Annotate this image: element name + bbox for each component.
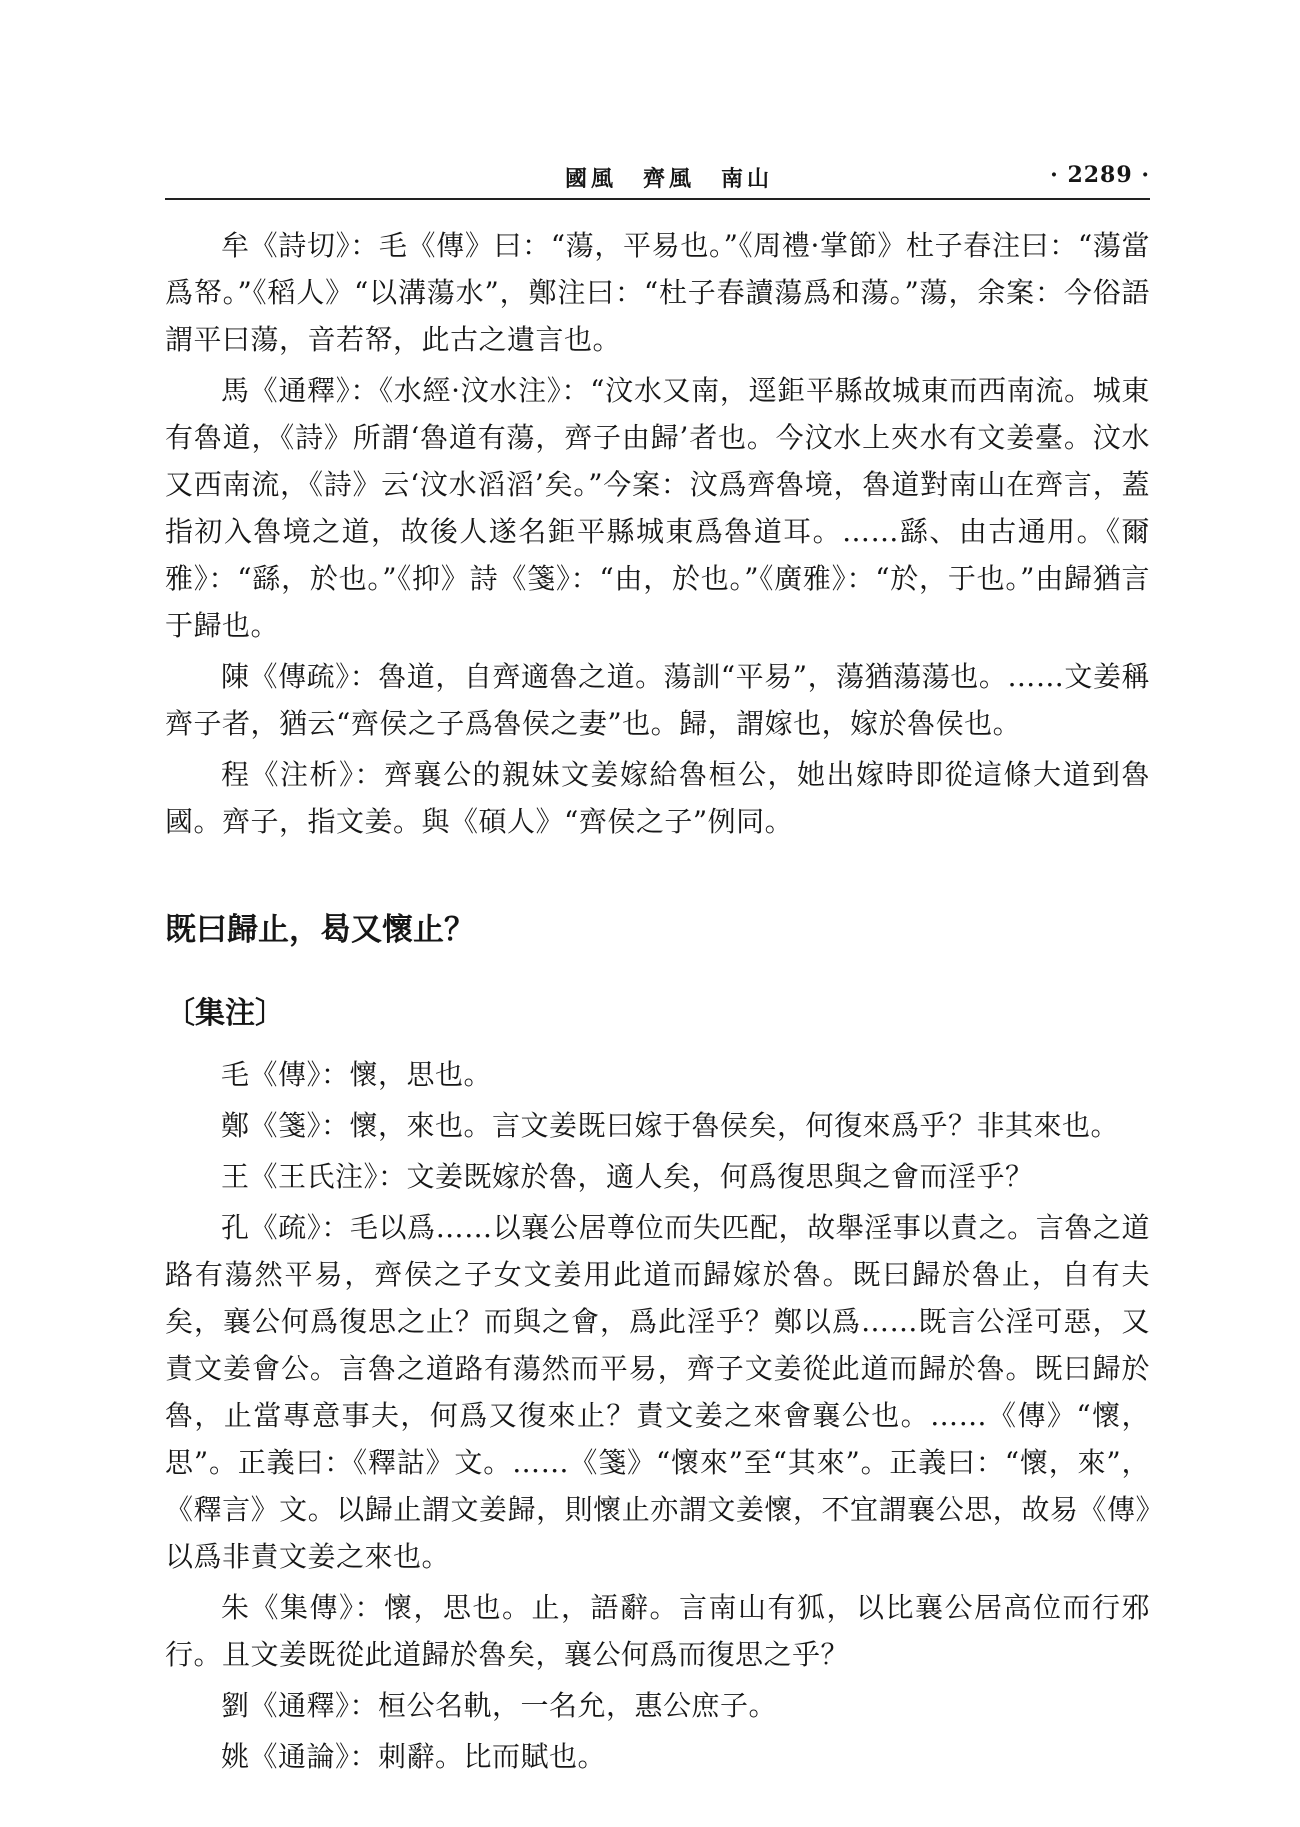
commentary-ma: 馬《通釋》：《水經·汶水注》：“汶水又南，逕鉅平縣故城東而西南流。城東有魯道，《詩》所謂‘魯道有蕩，齊子由歸’者也。今汶水上夾水有文姜臺。汶水又西南流，《詩》云‘汶水滔滔’矣。”今案：汶爲齊魯境，魯道對南山在齊言，蓋指初入魯境之道，故後人遂名鉅平縣城東爲魯道耳。……繇、由古通用。《爾雅》：“繇，於也。”《抑》詩《箋》：“由，於也。”《廣雅》：“於，于也。”由歸猶言于歸也。 [165,374,1150,642]
note-zhu: 朱《集傳》：懷，思也。止，語辭。言南山有狐，以比襄公居高位而行邪行。且文姜既從此道歸於魯矣，襄公何爲而復思之乎？ [165,1591,1150,1671]
note-yao: 姚《通論》：刺辭。比而賦也。 [221,1740,607,1773]
note-mao: 毛《傳》：懷，思也。 [221,1058,493,1091]
section-heading-jizhu: 〔集注〕 [165,996,285,1031]
page-header [165,156,1150,196]
page-body [165,222,1150,1780]
note-kong: 孔《疏》：毛以爲……以襄公居尊位而失匹配，故舉淫事以責之。言魯之道路有蕩然平易，齊侯之子女文姜用此道而歸嫁於魯。既曰歸於魯止，自有夫矣，襄公何爲復思之止？而與之會，爲此淫乎？鄭以爲……既言公淫可惡，又責文姜會公。言魯之道路有蕩然而平易，齊子文姜從此道而歸於魯。既曰歸於魯，止當專意事夫，何爲又復來止？責文姜之來會襄公也。……《傳》“懷，思”。正義曰：《釋詁》文。……《箋》“懷來”至“其來”。正義曰：“懷，來”，《釋言》文。以歸止謂文姜歸，則懷止亦謂文姜懷，不宜謂襄公思，故易《傳》以爲非責文姜之來也。 [165,1211,1150,1573]
commentary-chen: 陳《傳疏》：魯道，自齊適魯之道。蕩訓“平易”，蕩猶蕩蕩也。……文姜稱齊子者，猶云“齊侯之子爲魯侯之妻”也。歸，謂嫁也，嫁於魯侯也。 [165,660,1150,740]
commentary-mou: 牟《詩切》：毛《傳》曰：“蕩，平易也。”《周禮·掌節》杜子春注曰：“蕩當爲帑。”《稻人》“以溝蕩水”，鄭注曰：“杜子春讀蕩爲和蕩。”蕩，余案：今俗語謂平曰蕩，音若帑，此古之遺言也。 [165,229,1150,356]
commentary-cheng: 程《注析》：齊襄公的親妹文姜嫁給魯桓公，她出嫁時即從這條大道到魯國。齊子，指文姜。與《碩人》“齊侯之子”例同。 [165,758,1150,838]
note-wang: 王《王氏注》：文姜既嫁於魯，適人矣，何爲復思與之會而淫乎？ [221,1160,1034,1193]
header-rule [165,198,1150,200]
running-title: 國風 齊風 南山 [565,166,774,192]
page-number: · 2289 · [1050,162,1150,188]
verse-line: 既曰歸止，曷又懷止？ [165,912,475,948]
note-liu: 劉《通釋》：桓公名軌，一名允，惠公庶子。 [221,1689,778,1722]
note-zheng: 鄭《箋》：懷，來也。言文姜既曰嫁于魯侯矣，何復來爲乎？非其來也。 [221,1109,1120,1142]
